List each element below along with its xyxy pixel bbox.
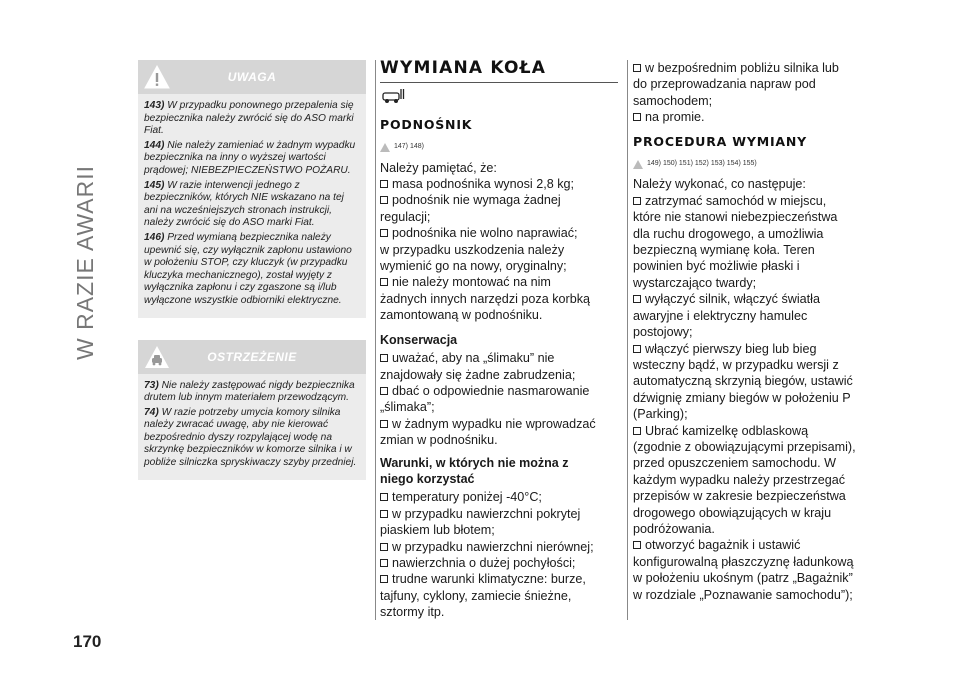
bullet-marker [380, 180, 388, 188]
warning-note: 146) Przed wymianą bezpiecznika należy upewnić się, czy wyłącznik zapłonu ustawiono w położeniu STOP, czy kluczyk (w przypadku kluczyka mechanicznego), został wyjęty z wyłącznika zapłonu i czy zgaszone są i/lub wyłączone wszystkie odbiorniki elektryczne. [144, 231, 352, 306]
bullet-marker [633, 541, 641, 549]
text-block [380, 350, 618, 448]
text-line: uważać, aby na „ślimaku” nie [380, 350, 618, 366]
text-line: temperatury poniżej -40°C; [380, 489, 618, 505]
text-line: w przypadku nawierzchni pokrytej [380, 506, 618, 522]
text-line: w położeniu ukośnym (patrz „Bagażnik” [633, 571, 853, 586]
note-references: 147) 148) [394, 143, 424, 151]
subsection-heading: PODNOŚNIK [380, 116, 473, 132]
text-block [380, 489, 618, 620]
text-line: postojowy; [633, 325, 693, 340]
text-line: każdym wypadku należy przestrzegać [633, 472, 846, 487]
caution-box-title: OSTRZEŻENIE [207, 349, 297, 364]
warning-box-title: UWAGA [227, 70, 277, 84]
column-divider [375, 60, 376, 620]
text-line: przepisów w zakresie bezpieczeństwa [633, 489, 846, 504]
text-line: otworzyć bagażnik i ustawić [633, 537, 883, 553]
caution-box [138, 340, 366, 480]
text-line: drogowego obowiązujących w kraju [633, 505, 832, 520]
subsection-heading: Warunki, w których nie można z niego korzystać [380, 455, 569, 486]
text-block [380, 160, 618, 324]
text-line: na promie. [633, 109, 883, 125]
caution-note: 74) W razie potrzeby umycia komory silnika należy zwracać uwagę, aby nie kierować bezpośrednio dyszy rozpylającej wodę na skrzynkę bezpieczników w komorze silnika i w pobliże silniczka spryskiwaczy szyby przedniej. [144, 406, 357, 469]
subsection-heading: Konserwacja [380, 332, 458, 347]
notes-column [138, 60, 366, 480]
bullet-marker [380, 575, 388, 583]
column-divider [627, 60, 628, 620]
bullet-marker [380, 278, 388, 286]
warning-note: 145) W razie interwencji jednego z bezpieczników, których NIE wskazano na tej ani na wcześniejszych stronach instrukcji, należy zwrócić się do ASO marki Fiat. [144, 179, 344, 229]
text-line: w rozdziale „Poznawanie samochodu”); [633, 587, 853, 602]
text-line: konfigurowalną płaszczyznę ładunkową [633, 554, 854, 569]
text-line: przed opuszczeniem samochodu. W [633, 456, 836, 471]
text-line: podróżowania. [633, 521, 715, 536]
text-line: podnośnik nie wymaga żadnej [380, 192, 618, 208]
text-line: wyłączyć silnik, włączyć światła [633, 291, 883, 307]
text-line: podnośnika nie wolno naprawiać; [380, 225, 618, 241]
text-line: żadnych innych narzędzi poza korbką [380, 291, 591, 306]
section-heading: WYMIANA KOŁA [380, 60, 618, 83]
text-line: wsteczny bądź, w przypadku wersji z [633, 357, 839, 372]
text-line: nie należy montować na nim [380, 274, 618, 290]
text-line: w przypadku uszkodzenia należy [380, 242, 565, 257]
bullet-marker [380, 354, 388, 362]
text-line: zmian w podnośniku. [380, 433, 498, 448]
jack-icon [380, 85, 406, 105]
bullet-marker [380, 229, 388, 237]
bullet-marker [633, 197, 641, 205]
bullet-marker [633, 113, 641, 121]
text-line: dźwignię zmiany biegów w położeniu P [633, 390, 851, 405]
text-line: (zgodnie z obowiązującymi przepisami), [633, 439, 856, 454]
text-block [633, 60, 883, 126]
text-line: tajfuny, cyklony, zamiecie śnieżne, [380, 588, 572, 603]
middle-column [380, 60, 618, 621]
caution-note: 73) Nie należy zastępować nigdy bezpiecznika drutem lub innym materiałem przewodzącym. [144, 379, 355, 404]
bullet-marker [633, 64, 641, 72]
bullet-marker [633, 427, 641, 435]
text-line: (Parking); [633, 407, 688, 422]
text-line: trudne warunki klimatyczne: burze, [380, 571, 618, 587]
subsection-heading: PROCEDURA WYMIANY [633, 133, 808, 149]
text-line: wymienić go na nowy, oryginalny; [380, 259, 567, 274]
text-line: samochodem; [633, 93, 713, 108]
text-line: awaryjne i elektryczny hamulec [633, 308, 808, 323]
text-line: Należy wykonać, co następuje: [633, 177, 806, 192]
text-line: w przypadku nawierzchni nierównej; [380, 539, 618, 555]
text-line: automatyczną skrzynią biegów, ustawić [633, 374, 853, 389]
warning-note: 144) Nie należy zamieniać w żadnym wypadku bezpiecznika na inny o wyższej wartości prądowej; NIEBEZPIECZEŃSTWO POŻARU. [144, 139, 356, 176]
warning-ref-icon [380, 143, 390, 152]
bullet-marker [380, 510, 388, 518]
note-references: 149) 150) 151) 152) 153) 154) 155) [647, 160, 757, 168]
text-line: nawierzchnia o dużej pochyłości; [380, 555, 618, 571]
page-number: 170 [73, 632, 102, 651]
bullet-marker [380, 543, 388, 551]
bullet-marker [380, 387, 388, 395]
bullet-marker [380, 493, 388, 501]
text-line: piaskiem lub błotem; [380, 523, 495, 538]
chapter-side-title: W RAZIE AWARII [72, 164, 98, 360]
caution-car-icon [144, 344, 170, 370]
text-line: w bezpośrednim pobliżu silnika lub [633, 60, 883, 76]
warning-note: 143) W przypadku ponownego przepalenia się bezpiecznika należy zwrócić się do ASO marki Fiat. [144, 100, 354, 137]
text-line: powinien być możliwie płaski i [633, 259, 800, 274]
text-line: wystarczająco twardy; [633, 275, 757, 290]
text-line: do przeprowadzania napraw pod [633, 77, 816, 92]
warning-ref-icon [633, 160, 643, 169]
text-line: dla ruchu drogowego, a umożliwia [633, 226, 824, 241]
text-line: zatrzymać samochód w miejscu, [633, 193, 883, 209]
text-line: zamontowaną w podnośniku. [380, 308, 543, 323]
text-block [633, 176, 883, 603]
text-line: Należy pamiętać, że: [380, 160, 497, 175]
text-line: Ubrać kamizelkę odblaskową [633, 423, 883, 439]
text-line: włączyć pierwszy bieg lub bieg [633, 341, 883, 357]
bullet-marker [380, 196, 388, 204]
text-line: dbać o odpowiednie nasmarowanie [380, 383, 618, 399]
text-line: regulacji; [380, 209, 431, 224]
warning-box [138, 60, 366, 318]
warning-triangle-icon [144, 64, 170, 90]
bullet-marker [633, 295, 641, 303]
right-column [633, 60, 883, 603]
text-line: w żadnym wypadku nie wprowadzać [380, 416, 618, 432]
text-line: „ślimaka”; [380, 400, 435, 415]
text-line: które nie stanowi niebezpieczeństwa [633, 210, 838, 225]
bullet-marker [380, 420, 388, 428]
text-line: masa podnośnika wynosi 2,8 kg; [380, 176, 618, 192]
text-line: bezpieczną wymianę koła. Teren [633, 243, 815, 258]
bullet-marker [380, 559, 388, 567]
text-line: sztormy itp. [380, 605, 445, 620]
bullet-marker [633, 345, 641, 353]
text-line: znajdowały się żadne zabrudzenia; [380, 367, 576, 382]
